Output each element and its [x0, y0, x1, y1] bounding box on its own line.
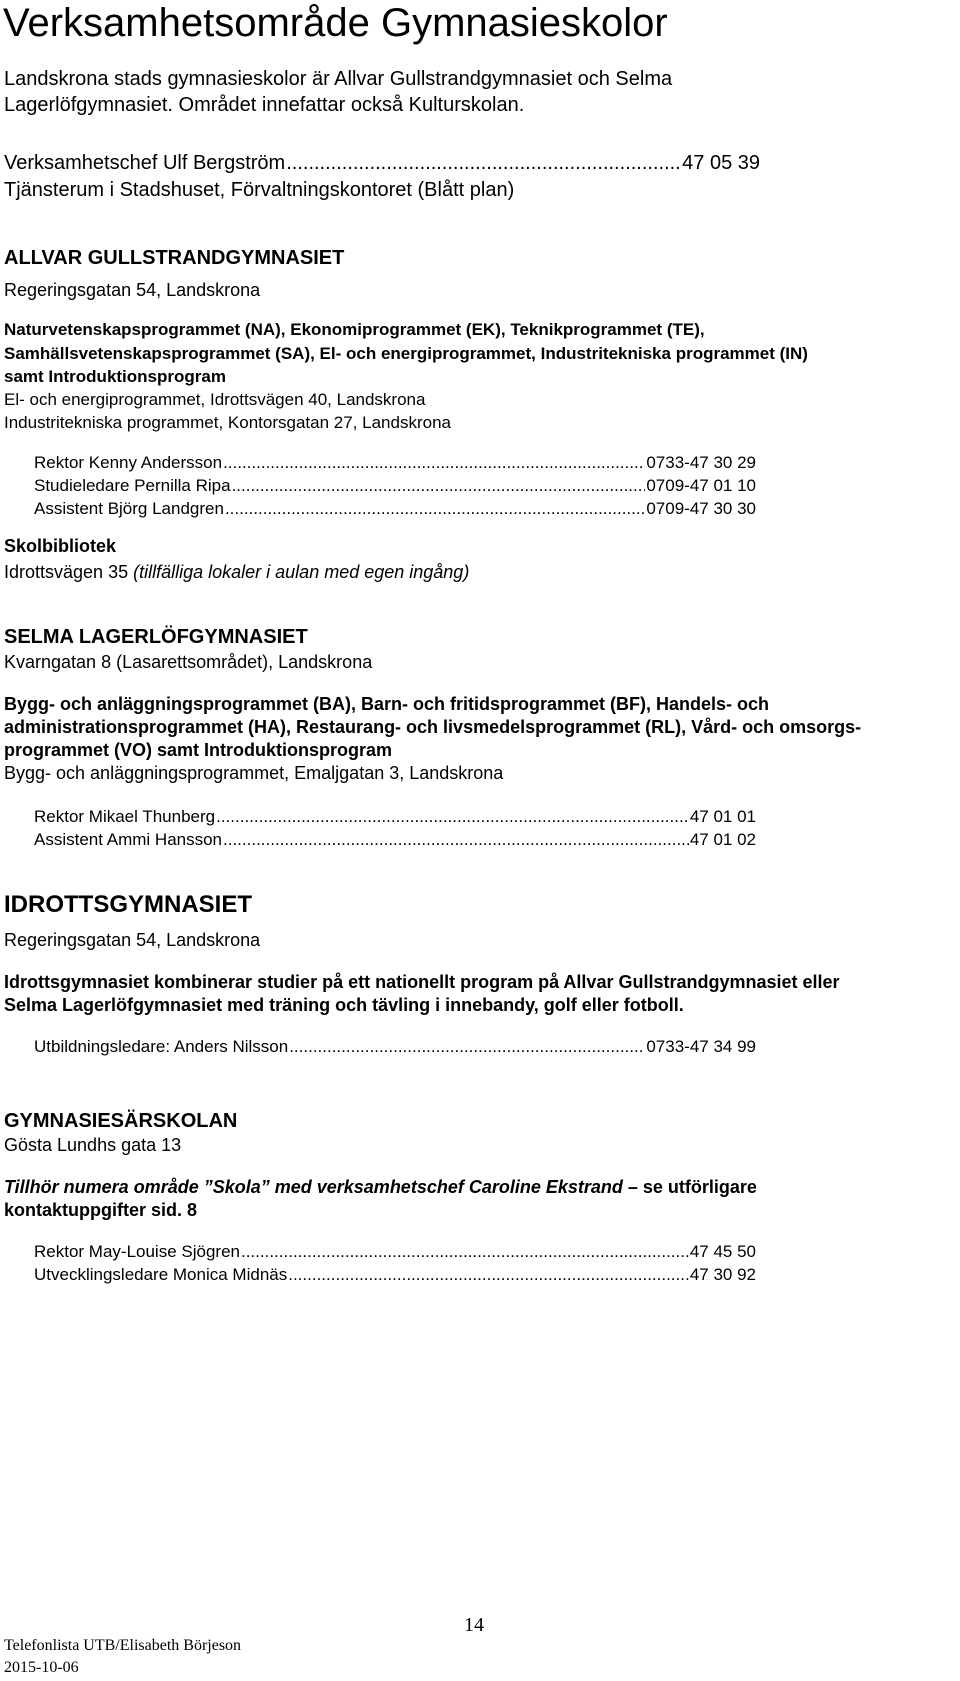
allvar-address-3: Industritekniska programmet, Kontorsgatan 27, Landskrona — [4, 413, 451, 432]
library-address-line — [4, 560, 469, 584]
contact-row — [34, 474, 756, 498]
allvar-heading: ALLVAR GULLSTRANDGYMNASIET — [4, 247, 345, 269]
leader-dots — [223, 828, 689, 852]
idrott-heading: IDROTTSGYMNASIET — [4, 891, 253, 918]
contact-phone: 0733-47 34 99 — [646, 1037, 756, 1056]
selma-address-2: Bygg- och anläggningsprogrammet, Emaljgatan 3, Landskrona — [4, 763, 504, 783]
selma-programs-line-3: programmet (VO) samt Introduktionsprogram — [4, 740, 393, 760]
selma-programs-line-2: administrationsprogrammet (HA), Restaurang- och livsmedelsprogrammet (RL), Vård- och omsorgs- — [4, 717, 862, 737]
idrott-address: Regeringsgatan 54, Landskrona — [4, 930, 261, 950]
allvar-address-2: El- och energiprogrammet, Idrottsvägen 40, Landskrona — [4, 390, 426, 409]
idrott-desc-line-1: Idrottsgymnasiet kombinerar studier på ett nationellt program på Allvar Gullstrandgymnasiet eller — [4, 972, 840, 992]
contact-name: Utvecklingsledare Monica Midnäs — [34, 1265, 288, 1284]
contact-name: Rektor Mikael Thunberg — [34, 807, 216, 826]
contact-row — [34, 1263, 756, 1287]
contact-name: Rektor Kenny Andersson — [34, 453, 223, 472]
library-heading: Skolbibliotek — [4, 536, 117, 556]
leader-dots — [223, 451, 645, 475]
allvar-programs-line-2: Samhällsvetenskapsprogrammet (SA), El- och energiprogrammet, Industritekniska programmet (IN) — [4, 344, 808, 363]
contact-row — [34, 1035, 756, 1059]
library-address: Idrottsvägen 35 — [4, 562, 129, 582]
chief-label: Verksamhetschef Ulf Bergström — [4, 152, 286, 174]
intro-line-2: Lagerlöfgymnasiet. Området innefattar också Kulturskolan. — [4, 94, 525, 116]
contact-name: Assistent Björg Landgren — [34, 499, 224, 518]
contact-phone: 0709-47 01 10 — [646, 476, 756, 495]
chief-row — [4, 150, 760, 176]
idrott-desc-line-2: Selma Lagerlöfgymnasiet med träning och tävling i innebandy, golf eller fotboll. — [4, 995, 684, 1015]
contact-phone: 0733-47 30 29 — [646, 453, 756, 472]
allvar-programs-line-1: Naturvetenskapsprogrammet (NA), Ekonomiprogrammet (EK), Teknikprogrammet (TE), — [4, 320, 705, 339]
contact-row — [34, 1240, 756, 1264]
contact-row — [34, 805, 756, 829]
leader-dots — [286, 150, 681, 176]
sarskola-address: Gösta Lundhs gata 13 — [4, 1135, 182, 1155]
leader-dots — [289, 1035, 645, 1059]
sarskola-note-line-2: kontaktuppgifter sid. 8 — [4, 1200, 198, 1220]
allvar-programs-line-3: samt Introduktionsprogram — [4, 367, 226, 386]
library-note: (tillfälliga lokaler i aulan med egen ingång) — [133, 562, 470, 582]
contact-phone: 47 01 02 — [689, 830, 756, 849]
selma-address: Kvarngatan 8 (Lasarettsområdet), Landskrona — [4, 652, 373, 672]
contact-row — [34, 451, 756, 475]
contact-name: Rektor May-Louise Sjögren — [34, 1242, 240, 1261]
sarskola-note-line-1 — [4, 1175, 757, 1199]
page-number: 14 — [464, 1614, 484, 1636]
intro-line-1: Landskrona stads gymnasieskolor är Allvar Gullstrandgymnasiet och Selma — [4, 68, 673, 90]
contact-phone: 0709-47 30 30 — [646, 499, 756, 518]
contact-phone: 47 45 50 — [689, 1242, 756, 1261]
footer-date: 2015-10-06 — [4, 1659, 79, 1676]
selma-programs-line-1: Bygg- och anläggningsprogrammet (BA), Barn- och fritidsprogrammet (BF), Handels- och — [4, 694, 770, 714]
page-title: Verksamhetsområde Gymnasieskolor — [3, 1, 668, 45]
sarskola-heading: GYMNASIESÄRSKOLAN — [4, 1110, 238, 1132]
contact-row — [34, 828, 756, 852]
leader-dots — [288, 1263, 689, 1287]
sarskola-note-tail: – se utförligare — [622, 1177, 757, 1197]
contact-row — [34, 497, 756, 521]
allvar-address: Regeringsgatan 54, Landskrona — [4, 280, 261, 300]
contact-name: Utbildningsledare: Anders Nilsson — [34, 1037, 289, 1056]
chief-phone: 47 05 39 — [682, 152, 760, 174]
leader-dots — [225, 497, 645, 521]
chief-office: Tjänsterum i Stadshuset, Förvaltningskontoret (Blått plan) — [4, 179, 515, 201]
contact-phone: 47 01 01 — [689, 807, 756, 826]
contact-phone: 47 30 92 — [689, 1265, 756, 1284]
leader-dots — [241, 1240, 689, 1264]
contact-name: Studieledare Pernilla Ripa — [34, 476, 231, 495]
sarskola-note-italic: Tillhör numera område ”Skola” med verksamhetschef Caroline Ekstrand — [4, 1177, 623, 1197]
leader-dots — [216, 805, 689, 829]
leader-dots — [232, 474, 646, 498]
selma-heading: SELMA LAGERLÖFGYMNASIET — [4, 626, 308, 648]
contact-name: Assistent Ammi Hansson — [34, 830, 223, 849]
footer-line-1: Telefonlista UTB/Elisabeth Börjeson — [4, 1637, 242, 1654]
